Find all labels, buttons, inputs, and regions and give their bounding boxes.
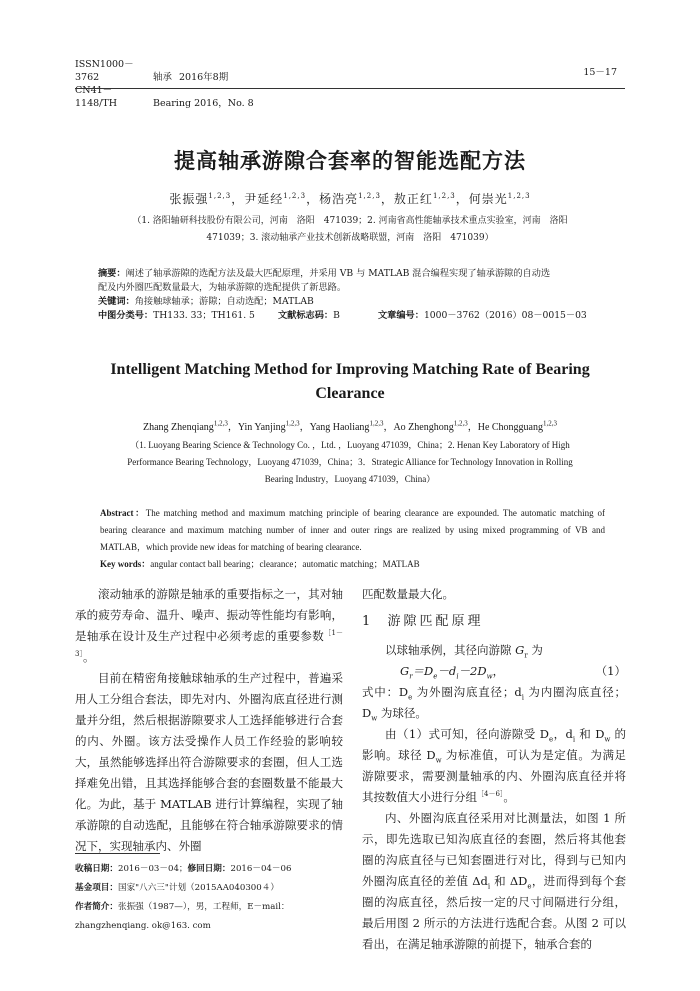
issue-en: 2016，No. 8 <box>194 98 254 109</box>
paragraph: 目前在精密角接触球轴承的生产过程中，普遍采用人工分组合套法，即先对内、外圈沟底直径进行测量并分组，然后根据游隙要求人工选择能够进行合套的内、外圈。该方法受操作人员工作经验的影响较大，虽然能够选择出符合游隙要求的套圈，但人工选择难免出错，且其选择能够合套的套圈数量不能最大化。为此，基于 MATLAB 进行计算编程，实现了轴承游隙的自动选配，且能够在符合轴承游隙要求的情况下，实现轴承内、外圈 <box>75 671 343 853</box>
abstract-label-cn: 摘要： <box>98 268 126 279</box>
author-name: 杨浩亮 <box>319 192 359 206</box>
author-name-en: Ao Zhenghong <box>393 422 454 433</box>
keywords-cn: 关键词：角接触球轴承；游隙；自动选配；MATLAB <box>98 296 314 307</box>
footnote: 收稿日期：2016－03－04；修回日期：2016－04－06 基金项目：国家"八六三"计划（2015AA040300４） 作者简介：张振强（1987—），男，工程师，E－mail： zhangzhenqiang. ok@163. com <box>75 860 343 936</box>
issue-cn: 2016年8期 <box>179 72 229 83</box>
body-column-right: 匹配数量最大化。 1 游隙匹配原理 以球轴承例，其径向游隙 $G_r$ 为 $G_r=D_e-d_i-2D_w$， （1） 式中：$D_e$ 为外圈沟底直径；$d_i$ 为内圈沟底直径；$D_w$ 为球径。 由（1）式可知，径向游隙受 $D_e$，$d_i$ 和 $D_w$ 的影响。球径 $D_w$ 为标准值，可认为是定值。为满足游隙要求，需要测量轴承的内、外圈沟底直径并将其按数值大小进行分组$^{[4-6]}$。 内、外圈沟底直径采用对比测量法，如图 1 所示，即先选取已知沟底直径的套圈，然后将其他套圈的沟底直径与已知套圈进行对比，得到与已知内外圈沟底直径的差值 $\Delta d_i$ 和 $\Delta D_e$，进而得到每个套圈的沟底直径，然后按一定的尺寸间隔进行分组，最后用图 2 所示的方法进行选配合套。从图 2 可以看出，在满足轴承游隙的前提下，轴承合套的 <box>362 584 626 955</box>
page-range: 15－17 <box>583 67 617 78</box>
equation-number: （1） <box>595 664 626 678</box>
author-name-en: Yin Yanjing <box>237 422 286 433</box>
author-name-en: Yang Haoliang <box>309 422 370 433</box>
header-divider <box>75 88 625 89</box>
author-name: 敖正红 <box>393 192 433 206</box>
author-name: 何崇光 <box>468 192 508 206</box>
abstract-label-en: Abstract： <box>100 508 146 518</box>
title-cn: 提高轴承游隙合套率的智能选配方法 <box>174 148 526 173</box>
paragraph: 滚动轴承的游隙是轴承的重要指标之一，其对轴承的疲劳寿命、温升、噪声、振动等性能均有影响，是轴承在设计及生产过程中必须考虑的重要参数$^{[1-3]}$。 <box>75 587 343 664</box>
citation: ［1－3］ <box>75 629 343 659</box>
citation: ［4－6］ <box>477 790 504 799</box>
affiliation-en: （1. Luoyang Bearing Science & Technology Co. ，Ltd. ，Luoyang 471039，China；2. Henan Key Laboratory of High Performance Bearing Technology，Luoyang 471039，China；3．Strategic Alliance for Technology Innovation in Rolling Bearing Industry，Luoyang 471039，China） <box>127 440 573 484</box>
keywords-en: Key words：angular contact ball bearing；clearance；automatic matching；MATLAB <box>100 559 420 569</box>
abstract-en: Abstract：The matching method and maximum matching principle of bearing clearance are expounded. The automatic matching of bearing clearance and maximum matching number of inner and outer rings are realized by using mixed programming of VB and MATLAB，which provide new ideas for matching of bearing clearance. Key words：angular contact ball bearing；clearance；automatic matching；MATLAB <box>100 505 605 573</box>
journal-name-en: Bearing <box>153 98 192 109</box>
title-en: Intelligent Matching Method for Improving Matching Rate of Bearing Clearance <box>110 361 590 402</box>
journal-header <box>75 58 254 110</box>
journal-name-cn: 轴承 <box>153 72 173 83</box>
paragraph: 内、外圈沟底直径采用对比测量法，如图 1 所示，即先选取已知沟底直径的套圈，然后将其他套圈的沟底直径与已知套圈进行对比，得到与已知内外圈沟底直径的差值 $\Delta d_i$ 和 $\Delta D_e$，进而得到每个套圈的沟底直径，然后按一定的尺寸间隔进行分组，最后用图 2 所示的方法进行选配合套。从图 2 可以看出，在满足轴承游隙的前提下，轴承合套的 <box>362 811 627 951</box>
equation-1: $G_r=D_e-d_i-2D_w$， （1） <box>362 661 626 682</box>
author-name-en: Zhang Zhenqiang <box>143 422 214 433</box>
section-heading: 1 游隙匹配原理 <box>362 614 484 629</box>
issn: ISSN1000－3762 <box>75 59 134 83</box>
author-name-en: He Chongguang <box>477 422 543 433</box>
header-line-1 <box>75 58 254 84</box>
abstract-cn: 摘要：阐述了轴承游隙的选配方法及最大匹配原理，并采用 VB 与 MATLAB 混合编程实现了轴承游隙的自动选 配及内外圈匹配数量最大，为轴承游隙的选配提供了新思路。 关键词：角接触球轴承；游隙；自动选配；MATLAB 中图分类号：TH133. 33；TH161. 5 文献标志码：B 文章编号：1000－3762（2016）08－0015－03 <box>98 267 606 323</box>
affiliation-cn: （1. 洛阳轴研科技股份有限公司，河南 洛阳 471039；2. 河南省高性能轴承技术重点实验室，河南 洛阳 471039；3. 滚动轴承产业技术创新战略联盟，河南 洛阳 471039） <box>132 216 568 243</box>
paragraph: 由（1）式可知，径向游隙受 $D_e$，$d_i$ 和 $D_w$ 的影响。球径 $D_w$ 为标准值，可认为是定值。为满足游隙要求，需要测量轴承的内、外圈沟底直径并将其按数值大小进行分组$^{[4-6]}$。 <box>362 727 626 804</box>
author-name: 张振强 <box>169 192 209 206</box>
classification-row: 中图分类号：TH133. 33；TH161. 5 文献标志码：B 文章编号：1000－3762（2016）08－0015－03 <box>98 310 587 321</box>
footnote-divider <box>75 853 160 854</box>
author-name: 尹延经 <box>244 192 284 206</box>
paragraph: 以球轴承例，其径向游隙 $G_r$ 为 <box>385 643 543 660</box>
author-email: zhangzhenqiang. ok@163. com <box>75 921 211 931</box>
authors-en: Zhang Zhenqiang$^{1,2,3}$，Yin Yanjing$^{1,2,3}$，Yang Haoliang$^{1,2,3}$，Ao Zhenghong$^{1,2,3}$，He Chongguang$^{1,2,3}$ <box>143 419 557 433</box>
authors-cn: 张振强$^{1,2,3}$，尹延经$^{1,2,3}$，杨浩亮$^{1,2,3}$，敖正红$^{1,2,3}$，何崇光$^{1,2,3}$ <box>169 192 531 206</box>
cn-number: CN41－1148/TH <box>75 85 117 109</box>
body-column-left <box>75 584 343 857</box>
